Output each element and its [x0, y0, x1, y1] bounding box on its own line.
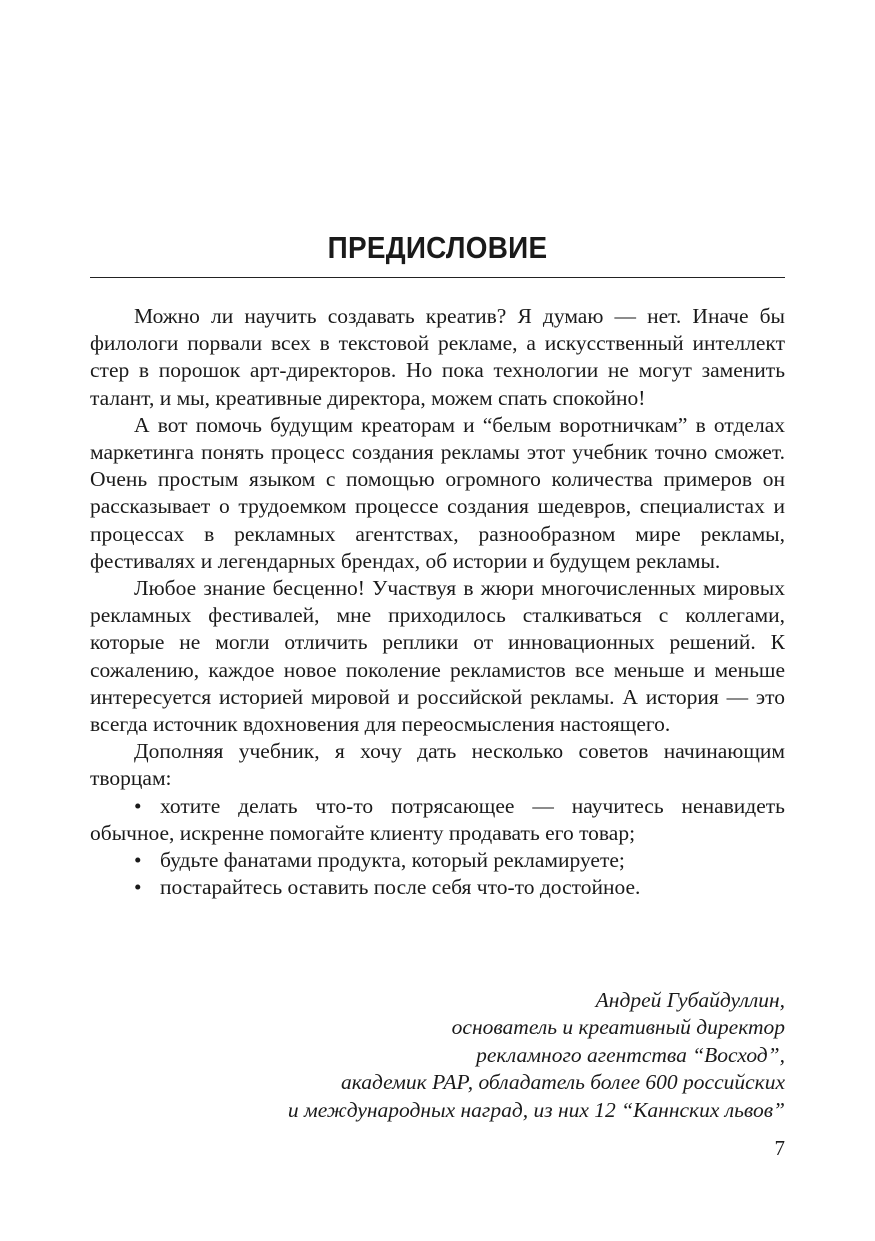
signature-line: основатель и креативный директор [451, 1015, 785, 1040]
paragraph: Дополняя учебник, я хочу дать несколько советов начинающим творцам: [90, 739, 785, 791]
paragraph: Любое знание бесценно! Участвуя в жюри многочисленных мировых рекламных фестивалей, мне приходилось сталкиваться с коллегами, которые не могли отличить реплики от инновационных решений. К сожалению, каждое новое поколение рекламистов все меньше и меньше интересуется историей мировой и российской рекламы. А история — это всегда источник вдохновения для переосмысления настоящего. [90, 576, 785, 737]
bullet-icon: • [134, 848, 142, 873]
page-title: ПРЕДИСЛОВИЕ [327, 230, 548, 265]
book-page [90, 0, 785, 1241]
list-item [90, 793, 785, 847]
list-item [90, 874, 785, 901]
list-item [90, 847, 785, 874]
signature-line: Андрей Губайдуллин, [595, 988, 785, 1012]
paragraph: Можно ли научить создавать креатив? Я думаю — нет. Иначе бы филологи порвали всех в текстовой рекламе, а искусственный интеллект стер в порошок арт-директоров. Но пока технологии не могут заменить талант, и мы, креативные директора, можем спать спокойно! [90, 304, 785, 410]
list-item-text: будьте фанатами продукта, который рекламируете; [160, 848, 625, 873]
title-divider [90, 277, 785, 278]
signature-line: академик РАР, обладатель более 600 российских [341, 1070, 785, 1095]
preface-body [90, 303, 785, 901]
list-item-text: хотите делать что-то потрясающее — научитесь ненавидеть обычное, искренне помогайте клиенту продавать его товар; [90, 793, 785, 845]
advice-list [90, 793, 785, 902]
list-item-text: постарайтесь оставить после себя что-то достойное. [160, 875, 641, 900]
signature-line: рекламного агентства “Восход”, [476, 1042, 785, 1067]
bullet-icon: • [134, 875, 142, 900]
paragraph: А вот помочь будущим креаторам и “белым воротничкам” в отделах маркетинга понять процесс создания рекламы этот учебник точно сможет. Очень простым языком с помощью огромного количества примеров он рассказывает о трудоемком процессе создания шедевров, специалистах и процессах в рекламных агентствах, разнообразном мире рекламы, фестивалях и легендарных брендах, об истории и будущем рекламы. [90, 412, 785, 573]
author-signature [90, 987, 785, 1124]
page-number: 7 [774, 1136, 785, 1160]
signature-line: и международных наград, из них 12 “Каннских львов” [287, 1097, 785, 1122]
bullet-icon: • [134, 793, 142, 818]
